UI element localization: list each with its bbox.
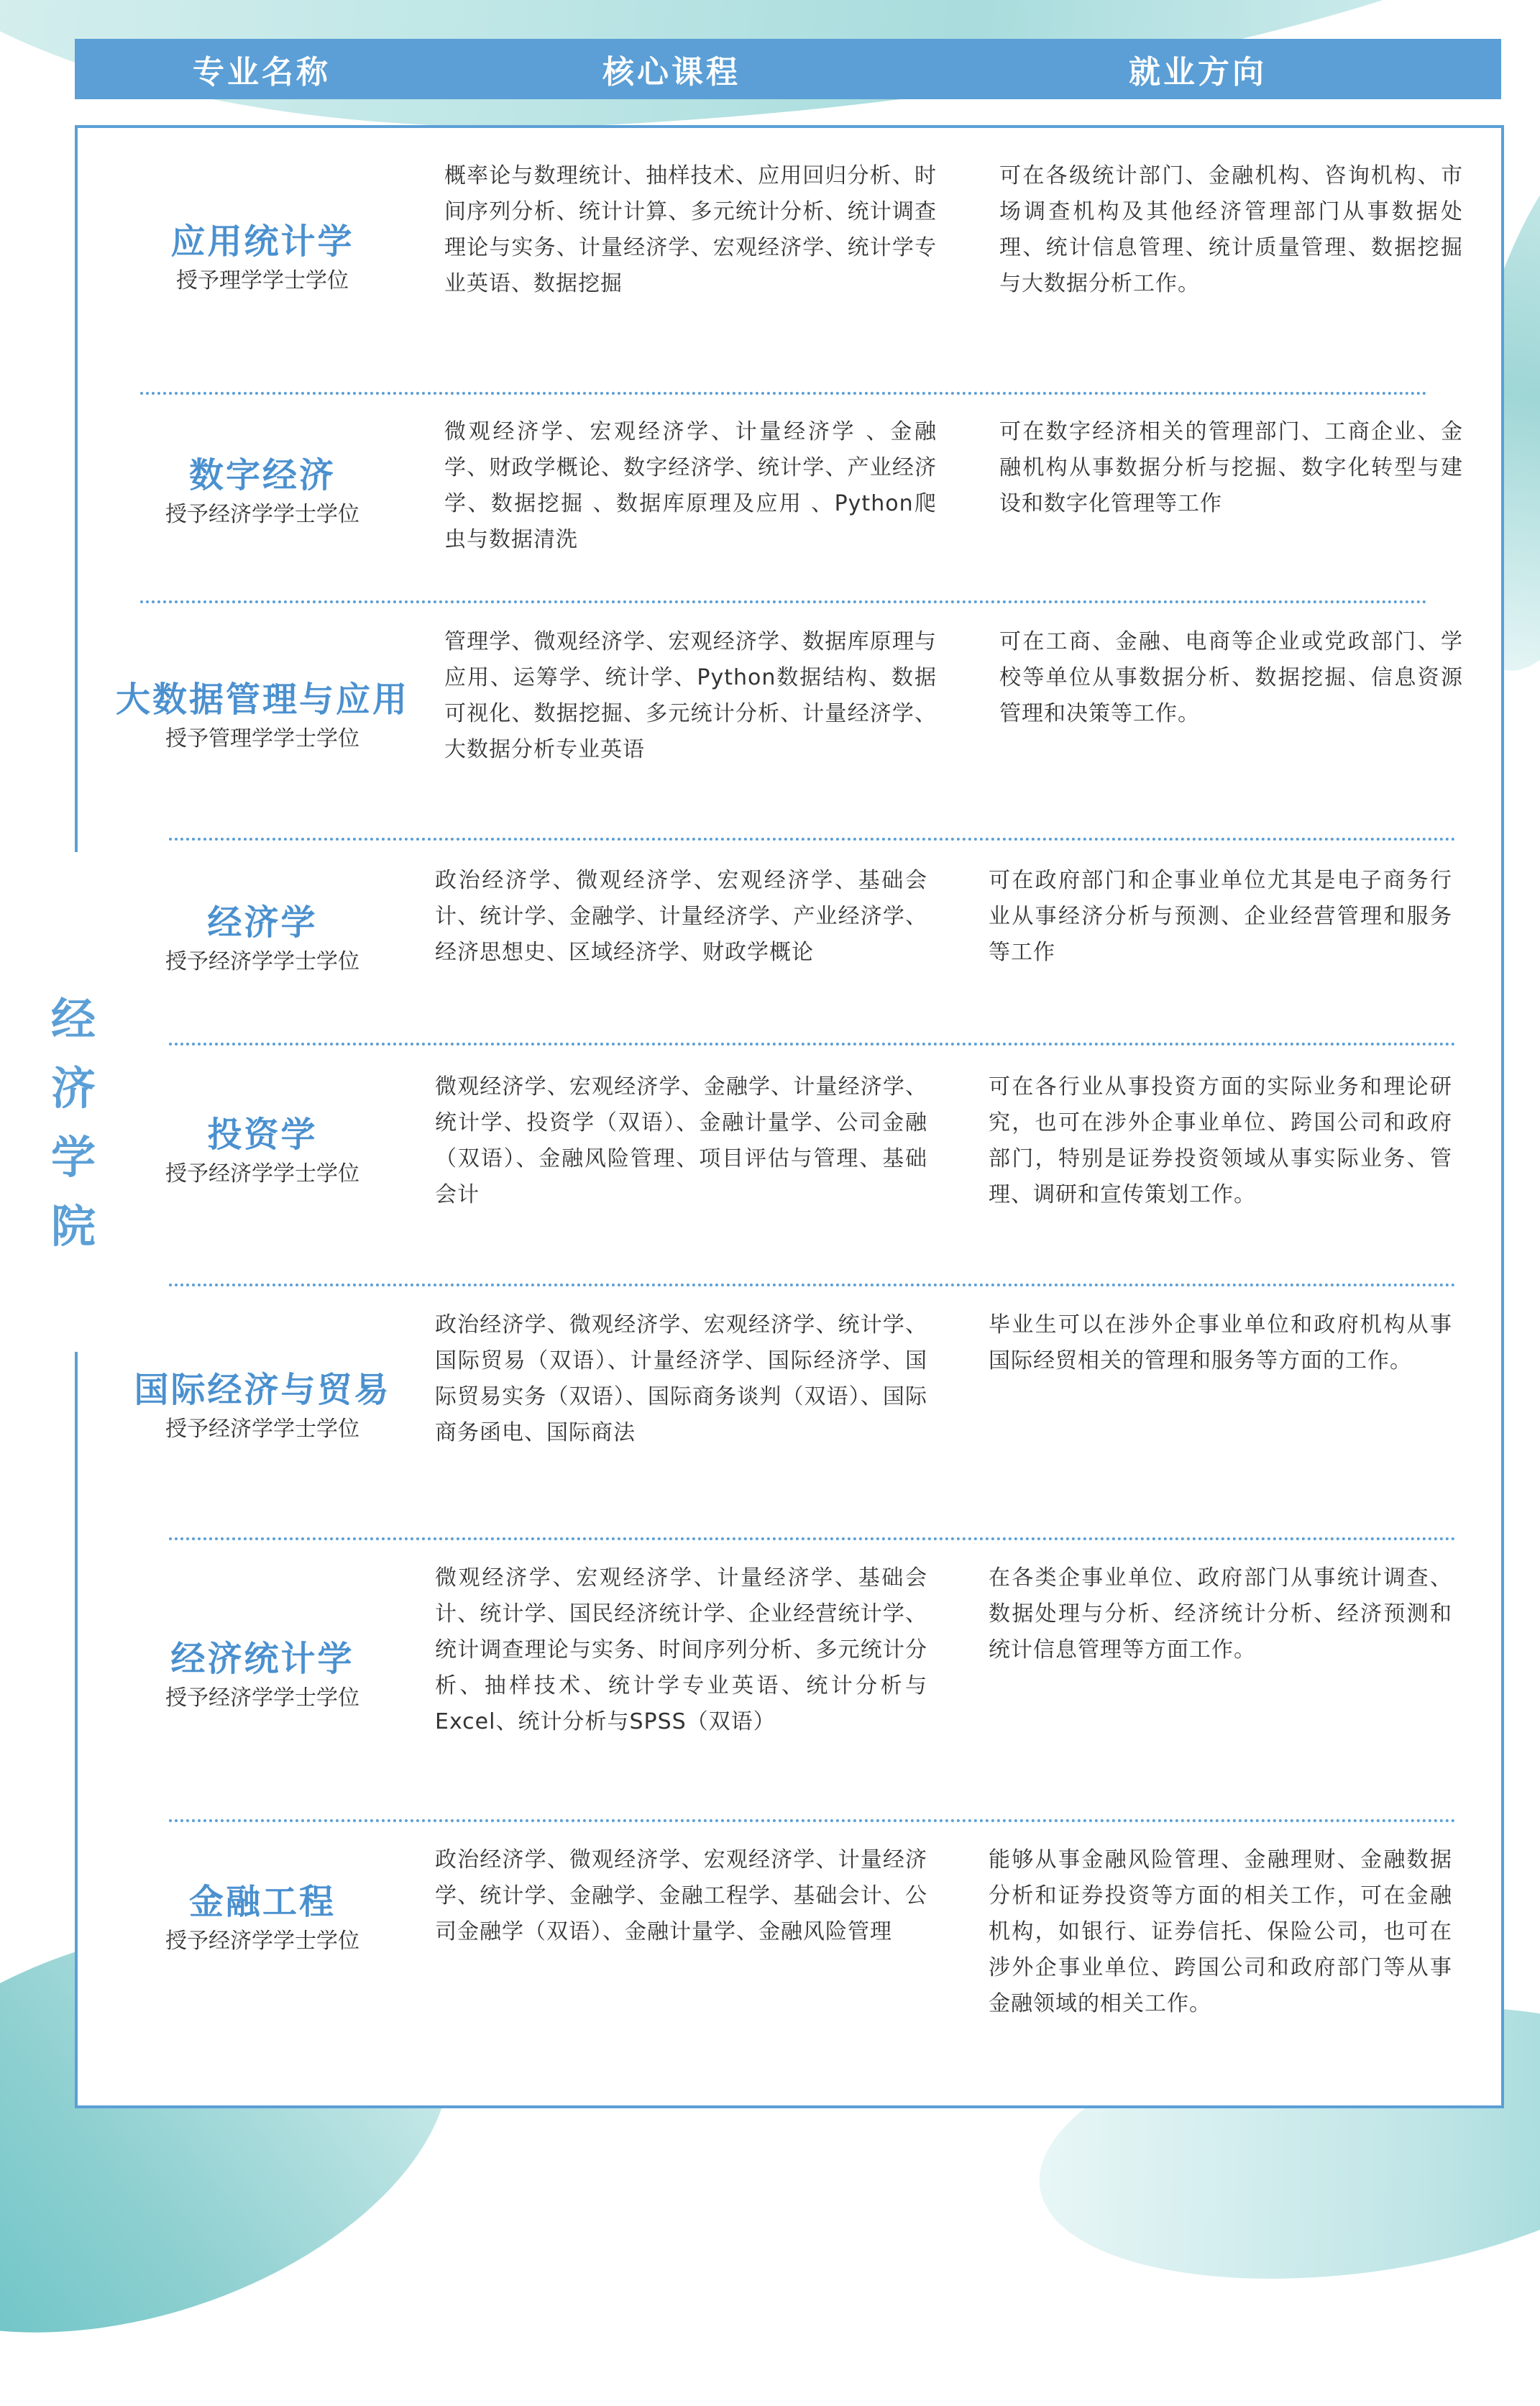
major-courses: 政治经济学、微观经济学、宏观经济学、基础会计、统计学、金融学、计量经济学、产业经济学、经济思想史、区域经济学、财政学概论 (435, 868, 927, 965)
college-char: 济 (50, 1062, 96, 1115)
header-courses: 核心课程 (602, 54, 741, 91)
major-courses: 政治经济学、微观经济学、宏观经济学、统计学、国际贸易（双语）、计量经济学、国际经济学、国际贸易实务（双语）、国际商务谈判（双语）、国际商务函电、国际商法 (435, 1312, 927, 1445)
college-char: 经 (50, 993, 96, 1046)
major-cell (108, 1111, 417, 1190)
major-name: 投资学 (207, 1115, 318, 1155)
major-degree: 授予管理学学士学位 (165, 726, 359, 751)
row-divider (169, 1819, 1456, 1822)
major-cell (108, 452, 417, 531)
major-courses: 微观经济学、宏观经济学、计量经济学 、金融学、财政学概论、数字经济学、统计学、产业经济学、数据挖掘 、数据库原理及应用 、Python爬虫与数据清洗 (444, 419, 937, 552)
major-degree: 授予经济学学士学位 (165, 502, 359, 527)
row-divider (169, 1537, 1456, 1540)
college-char: 学 (50, 1131, 96, 1184)
major-degree: 授予经济学学士学位 (165, 1161, 359, 1186)
major-careers: 毕业生可以在涉外企事业单位和政府机构从事国际经贸相关的管理和服务等方面的工作。 (989, 1312, 1452, 1373)
major-cell (108, 899, 417, 978)
major-degree: 授予经济学学士学位 (165, 1417, 359, 1442)
row-divider (169, 1284, 1456, 1286)
major-careers: 能够从事金融风险管理、金融理财、金融数据分析和证券投资等方面的相关工作，可在金融机构，如银行、证券信托、保险公司，也可在涉外企事业单位、跨国公司和政府部门等从事金融领域的相关工作。 (989, 1847, 1452, 2016)
major-courses: 概率论与数理统计、抽样技术、应用回归分析、时间序列分析、统计计算、多元统计分析、统计调查理论与实务、计量经济学、宏观经济学、统计学专业英语、数据挖掘 (444, 163, 937, 296)
table-header (75, 39, 1501, 99)
major-cell (108, 1878, 417, 1957)
college-char: 院 (50, 1200, 96, 1253)
header-major: 专业名称 (193, 54, 331, 91)
major-name: 大数据管理与应用 (115, 680, 409, 720)
major-degree: 授予理学学士学位 (176, 268, 349, 293)
major-courses: 管理学、微观经济学、宏观经济学、数据库原理与应用、运筹学、统计学、Python数据结构、数据可视化、数据挖掘、多元统计分析、计量经济学、大数据分析专业英语 (444, 629, 937, 762)
major-degree: 授予经济学学士学位 (165, 949, 359, 974)
major-courses: 政治经济学、微观经济学、宏观经济学、计量经济学、统计学、金融学、金融工程学、基础会计、公司金融学（双语）、金融计量学、金融风险管理 (435, 1847, 927, 1944)
major-careers: 可在各行业从事投资方面的实际业务和理论研究，也可在涉外企事业单位、跨国公司和政府部门，特别是证券投资领域从事实际业务、管理、调研和宣传策划工作。 (989, 1074, 1452, 1207)
major-cell (108, 676, 417, 755)
row-divider (169, 1043, 1456, 1046)
major-name: 经济统计学 (170, 1639, 354, 1679)
major-degree: 授予经济学学士学位 (165, 1929, 359, 1954)
major-careers: 在各类企事业单位、政府部门从事统计调查、数据处理与分析、经济统计分析、经济预测和统计信息管理等方面工作。 (989, 1565, 1452, 1662)
college-label (45, 985, 102, 1261)
major-cell (108, 218, 417, 297)
major-courses: 微观经济学、宏观经济学、金融学、计量经济学、统计学、投资学（双语）、金融计量学、公司金融（双语）、金融风险管理、项目评估与管理、基础会计 (435, 1074, 927, 1207)
major-courses: 微观经济学、宏观经济学、计量经济学、基础会计、统计学、国民经济统计学、企业经营统计学、统计调查理论与实务、时间序列分析、多元统计分析、抽样技术、统计学专业英语、统计分析与Excel、统计分析与SPSS（双语） (435, 1565, 927, 1734)
row-divider (169, 838, 1456, 841)
major-careers: 可在数字经济相关的管理部门、工商企业、金融机构从事数据分析与挖掘、数字化转型与建设和数字化管理等工作 (999, 419, 1463, 516)
major-careers: 可在各级统计部门、金融机构、咨询机构、市场调查机构及其他经济管理部门从事数据处理、统计信息管理、统计质量管理、数据挖掘与大数据分析工作。 (999, 163, 1463, 296)
major-degree: 授予经济学学士学位 (165, 1685, 359, 1711)
major-cell (108, 1635, 417, 1714)
major-careers: 可在工商、金融、电商等企业或党政部门、学校等单位从事数据分析、数据挖掘、信息资源管理和决策等工作。 (999, 629, 1463, 726)
major-name: 国际经济与贸易 (134, 1370, 391, 1410)
header-careers: 就业方向 (1129, 54, 1267, 91)
major-name: 应用统计学 (170, 221, 354, 262)
major-name: 数字经济 (188, 455, 336, 495)
row-divider (140, 600, 1427, 603)
row-divider (140, 392, 1427, 395)
major-name: 经济学 (207, 902, 318, 943)
major-careers: 可在政府部门和企事业单位尤其是电子商务行业从事经济分析与预测、企业经营管理和服务等工作 (989, 868, 1452, 965)
major-name: 金融工程 (188, 1882, 336, 1922)
major-cell (108, 1366, 417, 1445)
